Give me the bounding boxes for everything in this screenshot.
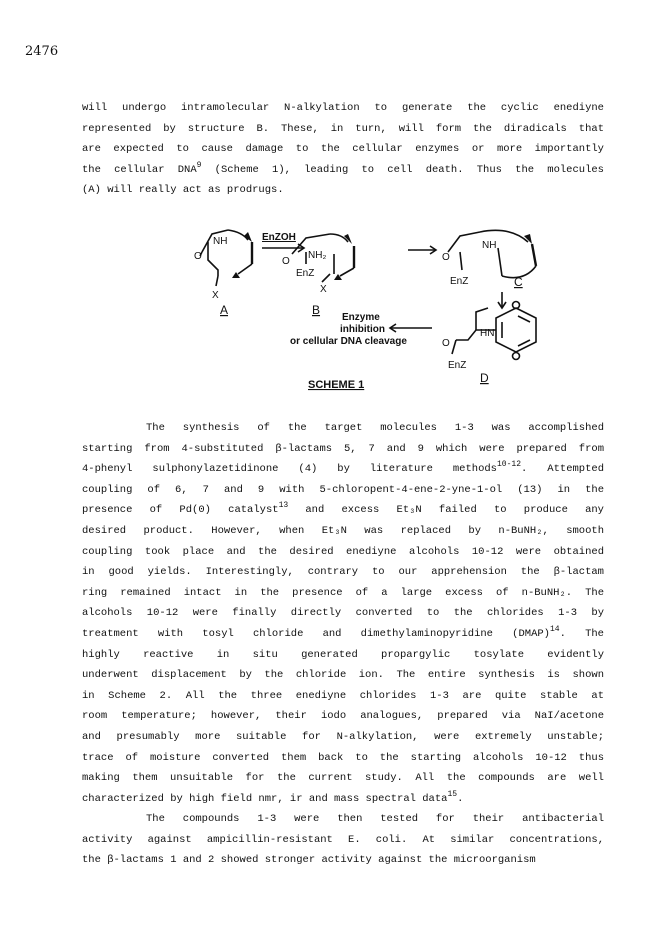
bond-line bbox=[340, 268, 354, 276]
oxygen-label: O bbox=[282, 256, 290, 267]
text-fragment: activity against ampicillin-resistant E. coli. At similar concentrations, bbox=[82, 833, 604, 846]
bond-line bbox=[208, 242, 218, 276]
reagent-label: EnZOH bbox=[262, 232, 296, 243]
label-d: D bbox=[480, 371, 489, 385]
text-fragment: coupling took place and the desired enediyne alcohols 10-12 were obtained bbox=[82, 545, 604, 558]
oxygen-label: O bbox=[442, 252, 450, 263]
page-number: 2476 bbox=[25, 44, 59, 59]
text-fragment: characterized by high field nmr, ir and mass spectral data bbox=[82, 792, 448, 805]
text-line bbox=[82, 583, 604, 604]
outcome-line: or cellular DNA cleavage bbox=[290, 336, 407, 347]
text-line bbox=[82, 789, 604, 810]
text-fragment: desired product. However, when Et₃N was replaced by n-BuNH₂, smooth bbox=[82, 524, 604, 537]
text-fragment: underwent displacement by the chloride ion. The entire synthesis is shown bbox=[82, 669, 604, 682]
label-b: B bbox=[312, 303, 321, 317]
text-line bbox=[82, 748, 604, 769]
text-fragment: room temperature; however, their iodo analogues, prepared via NaI/acetone bbox=[82, 710, 604, 723]
citation-superscript: 10-12 bbox=[496, 460, 521, 470]
bond-line bbox=[238, 264, 252, 274]
text-line bbox=[82, 727, 604, 748]
text-fragment: in good yields. Interestingly, contrary to our apprehension the β-lactam bbox=[82, 566, 604, 579]
scheme-title: SCHEME 1 bbox=[308, 379, 365, 391]
text-line bbox=[82, 768, 604, 789]
text-fragment: The compounds 1-3 were then tested for their antibacterial bbox=[146, 813, 604, 826]
text-line: will undergo intramolecular N-alkylation to generate the cyclic enediyne bbox=[82, 102, 604, 114]
text-line bbox=[82, 830, 604, 851]
nh-label: NH bbox=[213, 236, 228, 247]
text-line: are expected to cause damage to the cellular enzymes or more importantly bbox=[82, 143, 604, 156]
text-fragment: coupling of 6, 7 and 9 with 5-chloropent-4-ene-2-yne-1-ol (13) in the bbox=[82, 483, 604, 496]
outcome-line: inhibition bbox=[340, 324, 385, 335]
text-fragment: (Scheme 1), leading to cell death. Thus the molecules bbox=[201, 163, 604, 176]
text-fragment: 4-phenyl sulphonylazetidinone (4) by literature methods bbox=[82, 463, 497, 476]
text-fragment: presence of Pd(0) catalyst bbox=[82, 504, 279, 517]
bond-line bbox=[460, 252, 462, 270]
outcome-line: Enzyme bbox=[342, 312, 380, 323]
enz-label: EnZ bbox=[450, 276, 469, 287]
text-line bbox=[82, 624, 604, 645]
text-line: (A) will really act as prodrugs. bbox=[82, 184, 284, 197]
text-line bbox=[82, 418, 604, 439]
citation-superscript: 14 bbox=[549, 624, 560, 634]
text-line bbox=[82, 542, 604, 563]
oxygen-label: O bbox=[442, 338, 450, 349]
bond-line bbox=[498, 248, 502, 276]
bond-line bbox=[322, 274, 330, 282]
text-line bbox=[82, 500, 604, 521]
text-fragment: trace of moisture converted them back to the starting alcohols 10-12 thus bbox=[82, 751, 604, 764]
text-fragment: . Attempted bbox=[521, 463, 604, 476]
text-line bbox=[82, 809, 604, 830]
ring-bond bbox=[502, 316, 530, 346]
text-line bbox=[82, 562, 604, 583]
citation-superscript: 15 bbox=[447, 789, 458, 799]
text-line bbox=[82, 459, 604, 480]
text-fragment: ring remained intact in the presence of a large excess of n-BuNH₂. The bbox=[82, 586, 604, 599]
x-label: X bbox=[212, 290, 219, 301]
text-line bbox=[82, 686, 604, 707]
nh2-label: NH₂ bbox=[308, 250, 327, 261]
text-line bbox=[82, 645, 604, 666]
hn-label: HN bbox=[480, 328, 495, 339]
text-line bbox=[82, 480, 604, 501]
x-label: X bbox=[320, 284, 327, 295]
text-fragment: starting from 4-substituted β-lactams 5, 7 and 9 which were prepared from bbox=[82, 442, 604, 455]
text-fragment: . The bbox=[559, 627, 604, 640]
text-line bbox=[82, 439, 604, 460]
text-line bbox=[82, 850, 604, 871]
enz-label: EnZ bbox=[448, 360, 467, 371]
text-fragment: treatment with tosyl chloride and dimethylaminopyridine (DMAP) bbox=[82, 627, 550, 640]
enz-label: EnZ bbox=[296, 268, 315, 279]
paragraph-synthesis bbox=[82, 418, 604, 871]
substituent-dot bbox=[513, 353, 520, 360]
scheme-figure bbox=[180, 212, 580, 402]
text-line bbox=[82, 160, 604, 181]
text-fragment: . bbox=[457, 792, 464, 805]
text-fragment: highly reactive in situ generated propargylic tosylate evidently bbox=[82, 648, 604, 661]
text-line bbox=[82, 706, 604, 727]
bond-line bbox=[476, 308, 488, 330]
bond-line bbox=[448, 232, 480, 252]
bond-line bbox=[330, 234, 348, 242]
text-fragment: and presumably more suitable for N-alkylation, were extremely unstable; bbox=[82, 730, 604, 743]
paragraph-intro bbox=[82, 98, 604, 201]
citation-superscript: 9 bbox=[196, 160, 202, 170]
text-line: represented by structure B. These, in turn, will form the diradicals that bbox=[82, 122, 604, 135]
text-line bbox=[82, 521, 604, 542]
text-line bbox=[82, 603, 604, 624]
text-fragment: alcohols 10-12 were finally directly converted to the chlorides 1-3 by bbox=[82, 607, 604, 620]
bond-line bbox=[216, 276, 218, 286]
oxygen-label: O bbox=[194, 251, 202, 262]
text-fragment: the β-lactams 1 and 2 showed stronger activity against the microorganism bbox=[82, 854, 536, 867]
scheme-svg bbox=[180, 212, 580, 402]
text-fragment: in Scheme 2. All the three enediyne chlorides 1-3 are quite stable at bbox=[82, 689, 604, 702]
citation-superscript: 13 bbox=[278, 501, 289, 511]
label-c: C bbox=[514, 275, 523, 289]
bond-line bbox=[532, 244, 536, 266]
text-fragment: The synthesis of the target molecules 1-3 was accomplished bbox=[146, 422, 604, 434]
text-line bbox=[82, 665, 604, 686]
label-a: A bbox=[220, 303, 229, 317]
text-fragment: making them unsuitable for the current study. All the compounds are well bbox=[82, 772, 604, 785]
nh-label: NH bbox=[482, 240, 497, 251]
bond-line bbox=[452, 340, 456, 354]
text-fragment: and excess Et₃N failed to produce any bbox=[288, 504, 604, 517]
text-fragment: the cellular DNA bbox=[82, 163, 197, 176]
